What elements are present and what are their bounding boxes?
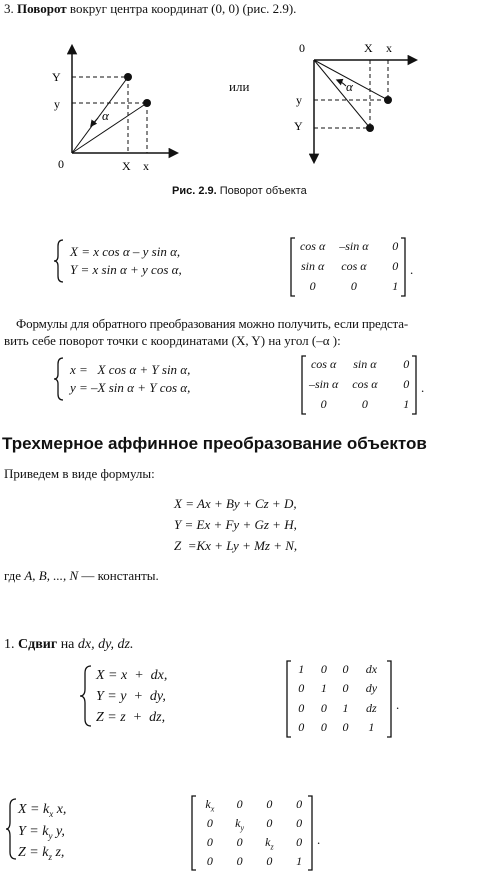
- shift-eq-1: X = x + dx,: [96, 668, 168, 683]
- section-title-rest: вокруг центра координат (0, 0) (рис. 2.9).: [69, 1, 297, 16]
- section-rotation-heading: [4, 1, 296, 17]
- right-angle-arrow: [337, 80, 346, 86]
- left-label-alpha: α: [102, 108, 109, 123]
- rotation-matrix: cos α –sin α 0 sin α cos α 0 0 0 1: [289, 237, 407, 297]
- right-label-y: y: [296, 93, 302, 107]
- shift-rest-vars: dx, dy, dz.: [77, 637, 134, 652]
- scale-eq-2: $Y = k_y$ y,: [18, 824, 65, 841]
- rotation-eq-2: Y = x sin α + y cos α,: [70, 262, 182, 277]
- right-label-alpha: α: [346, 79, 353, 94]
- general-formula-3: Z =Kx + Ly + Mz + N,: [174, 538, 298, 553]
- rotation-eq-1: X = x cos α – y sin α,: [70, 244, 181, 259]
- inverse-eq-1: x = X cos α + Y sin α,: [70, 362, 191, 377]
- shift-eq-3: Z = z + dz,: [96, 710, 166, 725]
- left-point-original: [143, 99, 151, 107]
- right-ray-rotated: [314, 60, 370, 128]
- left-angle-arrow: [91, 118, 98, 126]
- inverse-paragraph-line-2: вить себе поворот точки с координатами (X, Y) на угол (–α ):: [4, 333, 341, 348]
- shift-matrix: 1 0 0 dx 0 1 0 dy 0 0 1 dz 0 0 0 1: [285, 660, 393, 738]
- shift-rest-prefix: на: [60, 637, 75, 652]
- left-ray-rotated: [72, 77, 128, 153]
- figure-caption-label: Рис. 2.9.: [172, 185, 217, 197]
- scale-matrix-end: .: [317, 832, 321, 847]
- inverse-matrix: cos α sin α 0 –sin α cos α 0 0 0 1: [300, 355, 418, 415]
- general-formula-1: X = Ax + By + Cz + D,: [174, 496, 297, 511]
- constants-note-prefix: где: [4, 568, 22, 583]
- left-ray-original: [72, 103, 147, 153]
- left-label-X: X: [122, 159, 131, 173]
- shift-title: Сдвиг: [18, 637, 58, 652]
- scale-eq-3: $Z = k_z$ z,: [18, 845, 65, 862]
- shift-system-brace: [78, 664, 94, 728]
- left-label-origin: 0: [58, 157, 64, 171]
- intro-text: Приведем в виде формулы:: [4, 466, 155, 481]
- inverse-eq-2: y = –X sin α + Y cos α,: [70, 380, 191, 395]
- shift-matrix-end: .: [396, 697, 400, 712]
- inverse-paragraph-line-1: Формулы для обратного преобразования можно получить, если предста-: [16, 316, 409, 331]
- scale-matrix: $k_x$ 0 0 0 0 $k_y$ 0 0 0 0 $k_z$ 0 0 0 0 1: [190, 795, 314, 871]
- right-label-x: x: [386, 41, 392, 55]
- section-title: Поворот: [17, 1, 67, 16]
- scale-system-brace: [4, 797, 18, 861]
- rotation-system-brace: [52, 238, 66, 284]
- rotation-diagram-right: [288, 38, 420, 168]
- right-label-Y: Y: [294, 119, 303, 133]
- general-formula-2: Y = Ex + Fy + Gz + H,: [174, 517, 297, 532]
- constants-note-vars: A, B, ..., N: [24, 568, 79, 583]
- figure-caption: [172, 185, 307, 197]
- figure-or-text: или: [229, 79, 250, 94]
- constants-note: [4, 568, 159, 584]
- figure-caption-text: Поворот объекта: [219, 185, 307, 197]
- right-label-origin: 0: [299, 41, 305, 55]
- rotation-matrix-end: .: [410, 262, 414, 277]
- heading-3d: Трехмерное аффинное преобразование объектов: [2, 434, 427, 453]
- left-point-rotated: [124, 73, 132, 81]
- shift-heading: [4, 637, 134, 653]
- scale-eq-1: $X = k_x$ x,: [18, 802, 67, 819]
- shift-number: 1.: [4, 637, 15, 652]
- left-label-y: y: [54, 97, 60, 111]
- shift-eq-2: Y = y + dy,: [96, 689, 166, 704]
- left-label-Y: Y: [52, 70, 61, 84]
- inverse-system-brace: [52, 356, 66, 402]
- section-number: 3.: [4, 1, 14, 16]
- rotation-diagram-left: [50, 40, 180, 175]
- constants-note-suffix: — константы.: [81, 568, 159, 583]
- left-label-x: x: [143, 159, 149, 173]
- right-point-original: [384, 96, 392, 104]
- right-label-X: X: [364, 41, 373, 55]
- inverse-matrix-end: .: [421, 380, 425, 395]
- right-point-rotated: [366, 124, 374, 132]
